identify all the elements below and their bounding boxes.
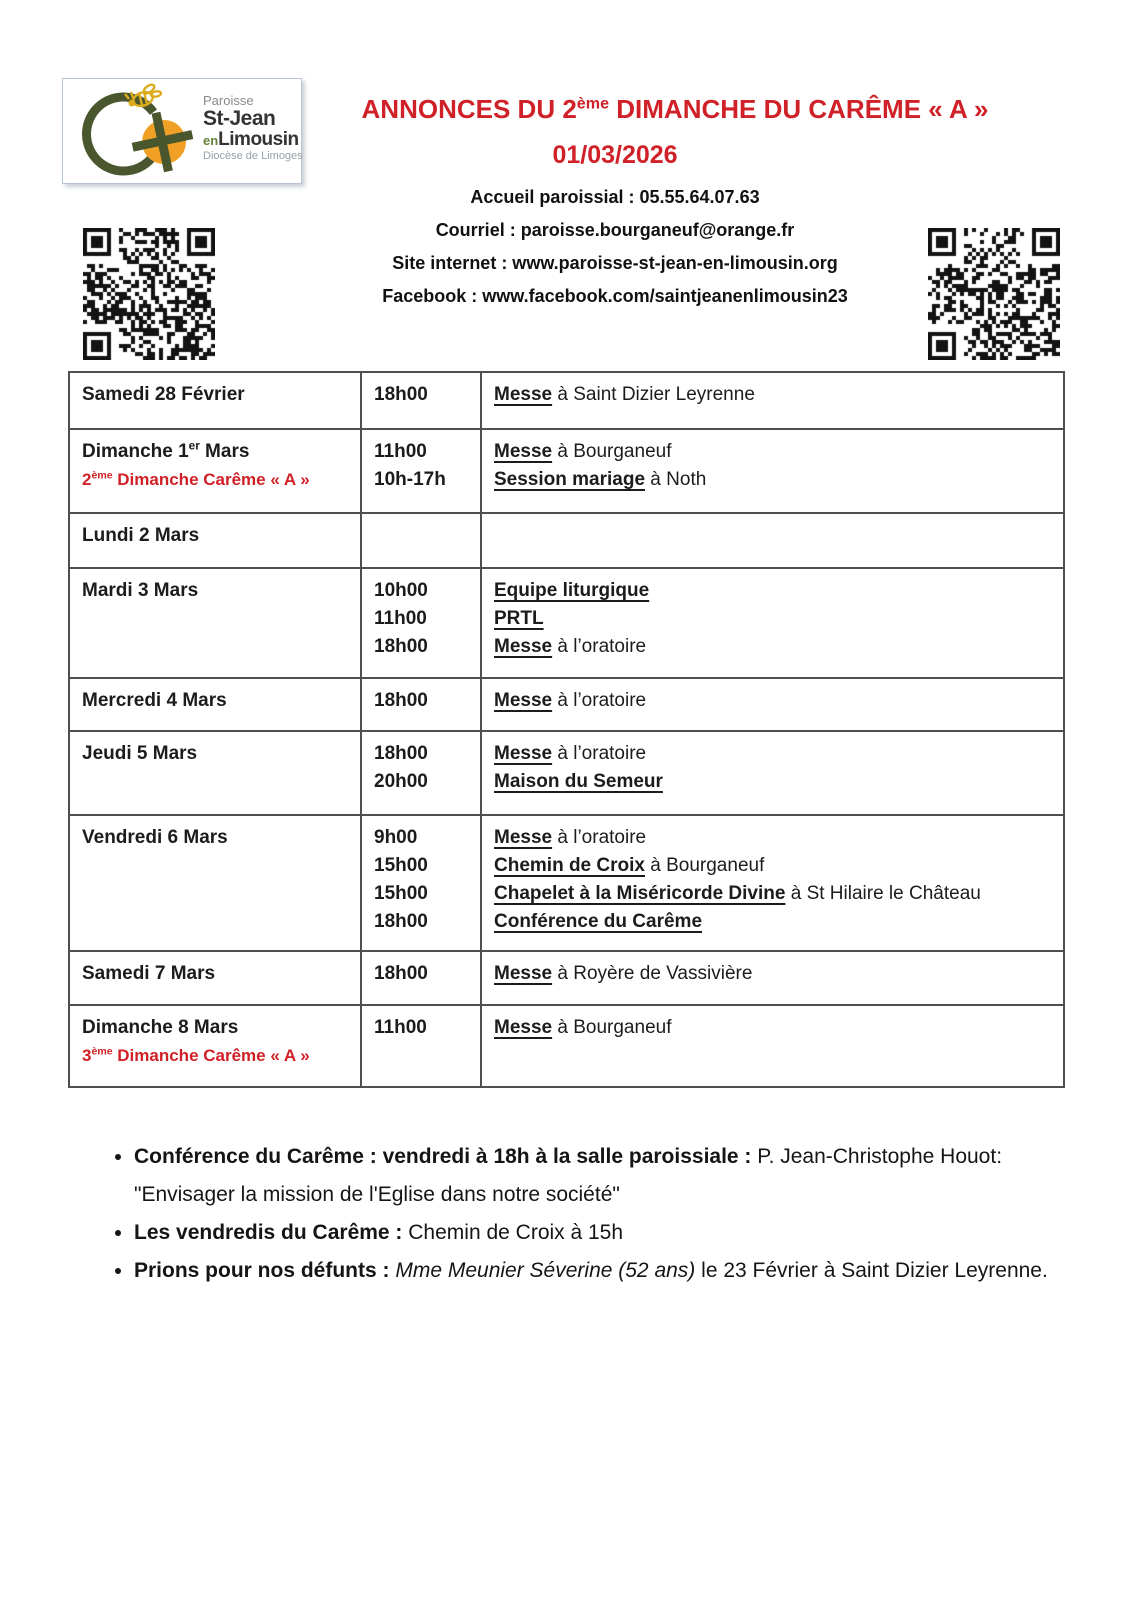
time-cell: 18h00 <box>374 963 428 984</box>
time-cell: 18h00 <box>374 743 428 764</box>
qr-code-left <box>83 228 215 360</box>
day-cell: Samedi 28 Février <box>82 384 245 405</box>
time-cell: 9h00 <box>374 827 418 848</box>
page-title: ANNONCES DU 2ème DIMANCHE DU CARÊME « A » <box>361 94 989 124</box>
event-cell: PRTL <box>494 608 544 629</box>
day-cell: Mercredi 4 Mars <box>82 690 227 711</box>
table-row <box>69 372 1064 429</box>
event-cell: Messe à l’oratoire <box>494 743 647 764</box>
list-item: • Conférence du Carême : vendredi à 18h à la salle paroissiale : P. Jean-Christophe Houot: "Envisager la mission de l'Eglise dans notre société" <box>134 1138 1050 1214</box>
table-row <box>69 951 1064 1005</box>
day-cell: Dimanche 8 Mars <box>82 1017 239 1038</box>
event-cell: Messe à l’oratoire <box>494 636 647 657</box>
event-cell: Equipe liturgique <box>494 580 650 601</box>
contact-email: Courriel : paroisse.bourganeuf@orange.fr <box>435 220 795 240</box>
logo-name-line1: St-Jean <box>203 106 276 130</box>
table-row <box>69 1005 1064 1087</box>
event-cell: Session mariage à Noth <box>494 469 707 490</box>
day-cell: Lundi 2 Mars <box>82 525 200 546</box>
event-cell: Conférence du Carême <box>494 911 703 932</box>
time-cell: 11h00 <box>374 1017 427 1038</box>
event-cell: Messe à Royère de Vassivière <box>494 963 753 984</box>
event-cell: Chemin de Croix à Bourganeuf <box>494 855 765 876</box>
table-row <box>69 815 1064 951</box>
contact-facebook: Facebook : www.facebook.com/saintjeanenlimousin23 <box>382 286 848 306</box>
logo-name-line2: enLimousin <box>203 128 299 150</box>
time-cell: 18h00 <box>374 636 428 657</box>
day-cell: Dimanche 1er Mars <box>82 439 250 462</box>
table-row <box>69 678 1064 731</box>
time-cell: 15h00 <box>374 883 428 904</box>
logo-diocese: Diocèse de Limoges <box>203 149 303 162</box>
time-cell: 10h-17h <box>374 469 446 490</box>
day-cell: Mardi 3 Mars <box>82 580 199 601</box>
list-item: • Prions pour nos défunts : Mme Meunier Séverine (52 ans) le 23 Février à Saint Dizier Leyrenne. <box>134 1252 1050 1290</box>
day-cell: Jeudi 5 Mars <box>82 743 198 764</box>
table-row <box>69 568 1064 678</box>
time-cell: 20h00 <box>374 771 428 792</box>
list-item: • Les vendredis du Carême : Chemin de Croix à 15h <box>134 1214 1050 1252</box>
time-cell: 11h00 <box>374 608 427 629</box>
time-cell: 18h00 <box>374 384 428 405</box>
event-cell: Messe à l’oratoire <box>494 690 647 711</box>
liturgical-note: 2ème Dimanche Carême « A » <box>82 469 310 489</box>
table-row <box>69 429 1064 513</box>
table-row <box>69 513 1064 568</box>
day-cell: Vendredi 6 Mars <box>82 827 228 848</box>
event-cell: Messe à Bourganeuf <box>494 1017 672 1038</box>
event-cell: Messe à Saint Dizier Leyrenne <box>494 384 755 405</box>
qr-code-right <box>928 228 1060 360</box>
time-cell: 11h00 <box>374 441 427 462</box>
logo-paroisse: Paroisse <box>203 93 254 108</box>
time-cell: 18h00 <box>374 911 428 932</box>
event-cell: Messe à l’oratoire <box>494 827 647 848</box>
event-cell: Maison du Semeur <box>494 771 663 792</box>
page-date: 01/03/2026 <box>552 141 678 169</box>
time-cell: 10h00 <box>374 580 428 601</box>
table-row <box>69 731 1064 815</box>
time-cell: 15h00 <box>374 855 428 876</box>
time-cell: 18h00 <box>374 690 428 711</box>
schedule-table <box>68 371 1065 1088</box>
announcements-list <box>100 1138 1050 1290</box>
event-cell: Messe à Bourganeuf <box>494 441 672 462</box>
day-cell: Samedi 7 Mars <box>82 963 216 984</box>
liturgical-note: 3ème Dimanche Carême « A » <box>82 1045 310 1065</box>
contact-website: Site internet : www.paroisse-st-jean-en-limousin.org <box>392 253 838 273</box>
event-cell: Chapelet à la Miséricorde Divine à St Hilaire le Château <box>494 883 981 904</box>
contact-phone: Accueil paroissial : 05.55.64.07.63 <box>470 187 760 207</box>
